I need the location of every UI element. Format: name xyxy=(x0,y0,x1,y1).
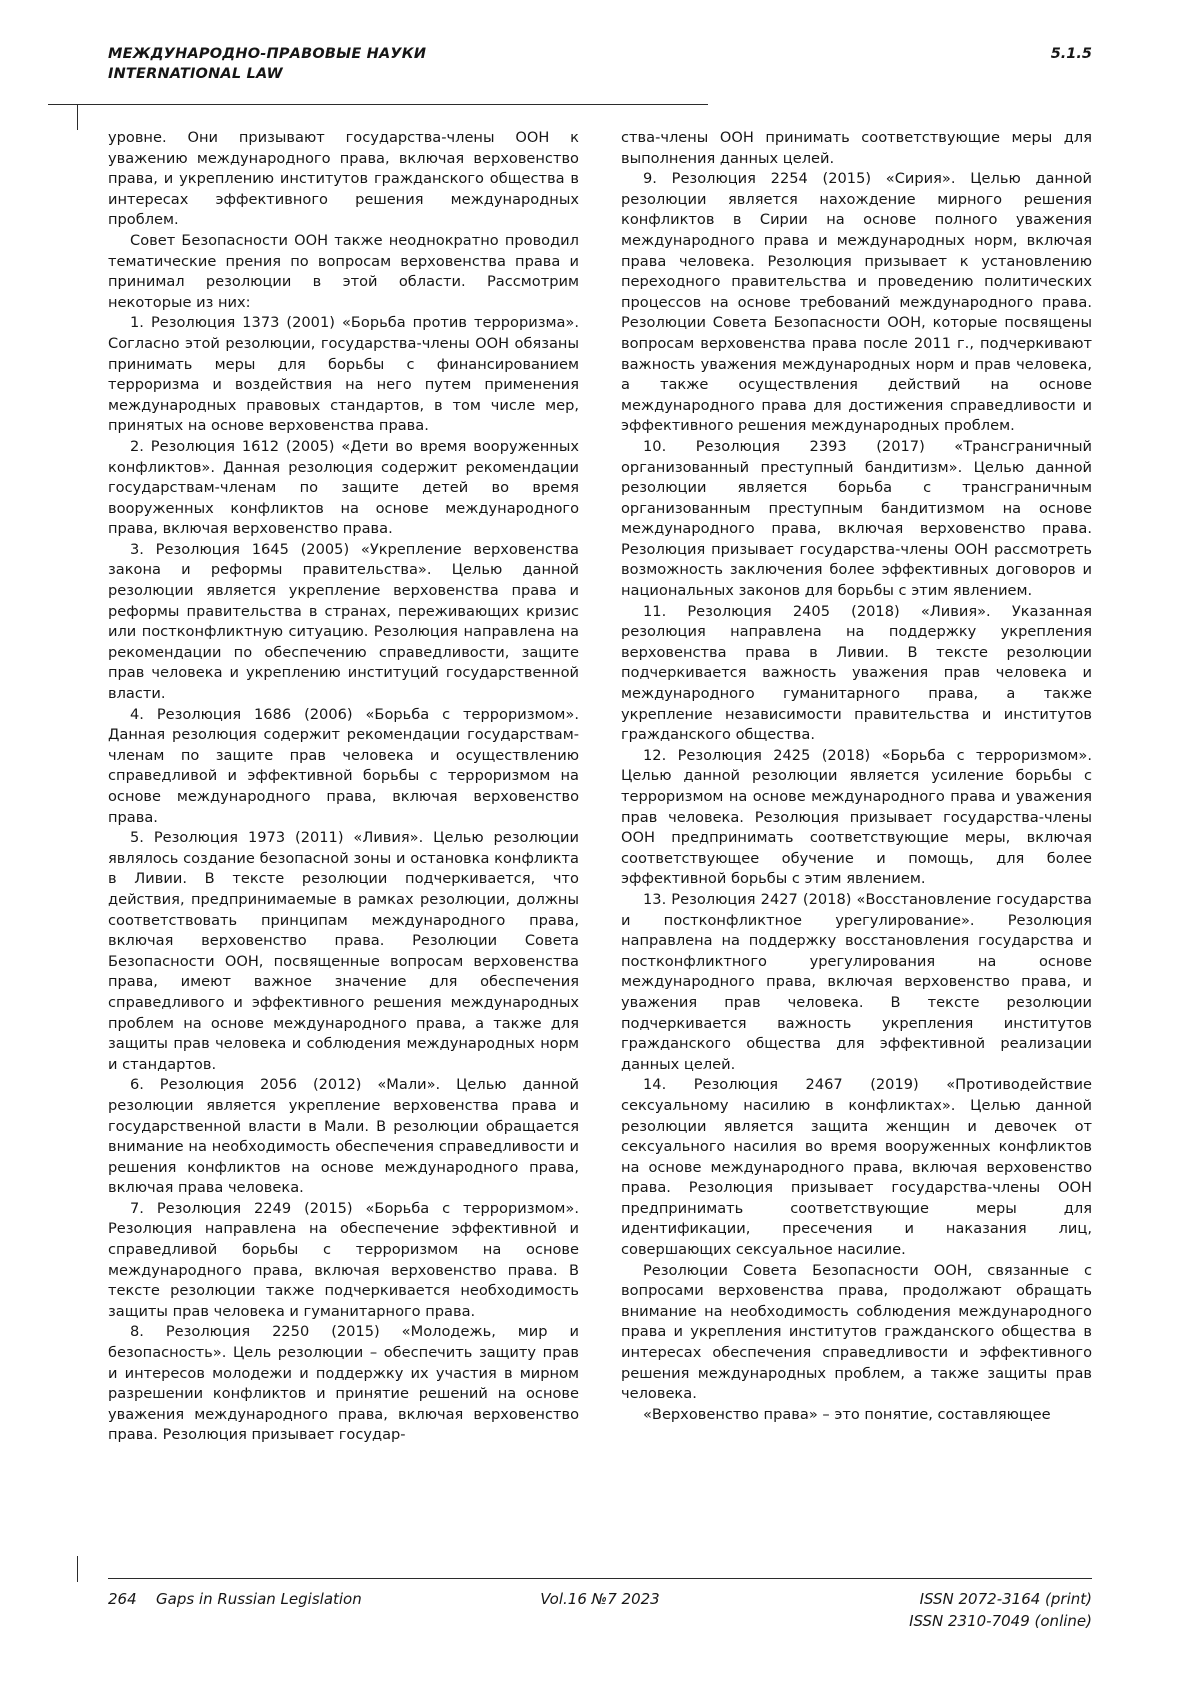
paragraph: 9. Резолюция 2254 (2015) «Сирия». Целью данной резолюции является нахождение мирного решения конфликтов в Сирии на основе полного уважения международного права и международных норм, включая права человека. Резолюция призывает к установлению переходного правительства и проведению политических процессов на основе требований международного права. Резолюции Совета Безопасности ООН, которые посвящены вопросам верховенства права после 2011 г., подчеркивают важность уважения международных норм и прав человека, а также осуществления действий на основе международного права для достижения справедливости и эффективного решения международных проблем. xyxy=(621,170,1092,435)
paragraph: уровне. Они призывают государства-члены ООН к уважению международного права, включая верховенство права, и укреплению институтов гражданского общества в интересах эффективного решения международных проблем. xyxy=(108,129,579,229)
paragraph: 8. Резолюция 2250 (2015) «Молодежь, мир и безопасность». Цель резолюции – обеспечить защиту прав и интересов молодежи и поддержку их участия в мирном разрешении конфликтов и принятие решений на основе уважения международного права, включая верховенство права. Резолюция призывает государ- xyxy=(108,1323,579,1444)
paragraph: 6. Резолюция 2056 (2012) «Мали». Целью данной резолюции является укрепление верховенства права и государственной власти в Мали. В резолюции обращается внимание на необходимость обеспечения справедливости и решения конфликтов на основе международного права, включая права человека. xyxy=(108,1076,579,1197)
right-column xyxy=(621,128,1092,1446)
paragraph: «Верховенство права» – это понятие, составляющее xyxy=(643,1405,1051,1423)
paragraph: 11. Резолюция 2405 (2018) «Ливия». Указанная резолюция направлена на поддержку укрепления верховенства права в Ливии. В тексте резолюции подчеркивается важность уважения прав человека и международного гуманитарного права, а также укрепление независимости правительства и институтов гражданского общества. xyxy=(621,602,1092,744)
footer-divider xyxy=(108,1578,1092,1579)
paragraph: ства-члены ООН принимать соответствующие меры для выполнения данных целей. xyxy=(621,129,1092,167)
left-column xyxy=(108,128,579,1446)
header-divider xyxy=(48,104,708,105)
issn-block xyxy=(909,1588,1092,1632)
page-number: 264 xyxy=(108,1590,137,1608)
volume-issue: Vol.16 №7 2023 xyxy=(540,1590,660,1608)
crop-mark-top-left xyxy=(77,104,78,130)
page-footer xyxy=(108,1588,1092,1648)
crop-mark-bottom-left xyxy=(77,1556,78,1582)
paragraph: 3. Резолюция 1645 (2005) «Укрепление верховенства закона и реформы правительства». Целью данной резолюции является укрепление верховенства права и реформы правительства в странах, переживающих кризис или постконфликтную ситуацию. Резолюция направлена на рекомендации по обеспечению справедливости, защите прав человека и укреплению институций государственной власти. xyxy=(108,540,579,703)
paragraph: 5. Резолюция 1973 (2011) «Ливия». Целью резолюции являлось создание безопасной зоны и остановка конфликта в Ливии. В тексте резолюции подчеркивается, что действия, предпринимаемые в рамках резолюции, должны соответствовать принципам международного права, включая верховенство права. Резолюции Совета Безопасности ООН, посвященные вопросам верховенства права, имеют важное значение для обеспечения справедливого и эффективного решения международных проблем на основе международного права, а также для защиты прав человека и соблюдения международных норм и стандартов. xyxy=(108,829,579,1073)
header-rubric xyxy=(108,44,426,84)
paragraph: Резолюции Совета Безопасности ООН, связанные с вопросами верховенства права, продолжают обращать внимание на необходимость соблюдения международного права и укрепления институтов гражданского общества в интересах обеспечения справедливости и эффективного решения международных проблем, а также защиты прав человека. xyxy=(621,1261,1092,1403)
paragraph: 4. Резолюция 1686 (2006) «Борьба с терроризмом». Данная резолюция содержит рекомендации государствам-членам по защите прав человека и осуществлению справедливой и эффективной борьбы с терроризмом на основе международного права, включая верховенство права. xyxy=(108,705,579,826)
paragraph: Совет Безопасности ООН также неоднократно проводил тематические прения по вопросам верховенства права и принимал резолюции в этой области. Рассмотрим некоторые из них: xyxy=(108,231,579,311)
issn-online: ISSN 2310-7049 (online) xyxy=(909,1612,1092,1630)
paragraph: 12. Резолюция 2425 (2018) «Борьба с терроризмом». Целью данной резолюции является усиление борьбы с терроризмом на основе международного права и уважения прав человека. Резолюция призывает государства-члены ООН предпринимать соответствующие меры, включая соответствующее обучение и помощь, для более эффективной борьбы с этим явлением. xyxy=(621,746,1092,888)
page-header xyxy=(108,44,1092,100)
paragraph: 2. Резолюция 1612 (2005) «Дети во время вооруженных конфликтов». Данная резолюция содержит рекомендации государствам-членам по защите детей во время вооруженных конфликтов на основе международного права, включая верховенство права. xyxy=(108,437,579,538)
paragraph: 14. Резолюция 2467 (2019) «Противодействие сексуальному насилию в конфликтах». Целью данной резолюции является защита женщин и девочек от сексуального насилия во время вооруженных конфликтов на основе международного права, включая верховенство права. Резолюция призывает государства-члены ООН предпринимать соответствующие меры для идентификации, пресечения и наказания лиц, совершающих сексуальное насилие. xyxy=(621,1076,1092,1259)
paragraph: 13. Резолюция 2427 (2018) «Восстановление государства и постконфликтное урегулирование». Резолюция направлена на поддержку восстановления государства и постконфликтного урегулирования на основе международного права, включая верховенство права, и уважения прав человека. В тексте резолюции подчеркивается важность укрепления институтов гражданского общества для эффективной реализации данных целей. xyxy=(621,890,1092,1073)
paragraph: 10. Резолюция 2393 (2017) «Трансграничный организованный преступный бандитизм». Целью данной резолюции является борьба с трансграничным организованным преступным бандитизмом на основе международного права, включая верховенство права. Резолюция призывает государства-члены ООН рассмотреть возможность заключения более эффективных договоров и национальных законов для борьбы с этим явлением. xyxy=(621,437,1092,600)
issn-print: ISSN 2072-3164 (print) xyxy=(919,1590,1092,1608)
header-rubric-ru: МЕЖДУНАРОДНО-ПРАВОВЫЕ НАУКИ xyxy=(108,46,427,62)
paragraph: 7. Резолюция 2249 (2015) «Борьба с терроризмом». Резолюция направлена на обеспечение эффективной и справедливой борьбы с терроризмом на основе международного права, включая верховенство права. В тексте резолюции также подчеркивается необходимость защиты прав человека и гуманитарного права. xyxy=(108,1199,579,1320)
paragraph: 1. Резолюция 1373 (2001) «Борьба против терроризма». Согласно этой резолюции, государства-члены ООН обязаны принимать меры для борьбы с финансированием терроризма и воздействия на него путем применения международных правовых стандартов, в том числе мер, принятых на основе верховенства права. xyxy=(108,314,579,435)
header-rubric-en: INTERNATIONAL LAW xyxy=(108,66,283,82)
journal-title: Gaps in Russian Legislation xyxy=(156,1590,362,1608)
header-section-code: 5.1.5 xyxy=(1050,46,1092,62)
body-columns xyxy=(108,128,1092,1446)
